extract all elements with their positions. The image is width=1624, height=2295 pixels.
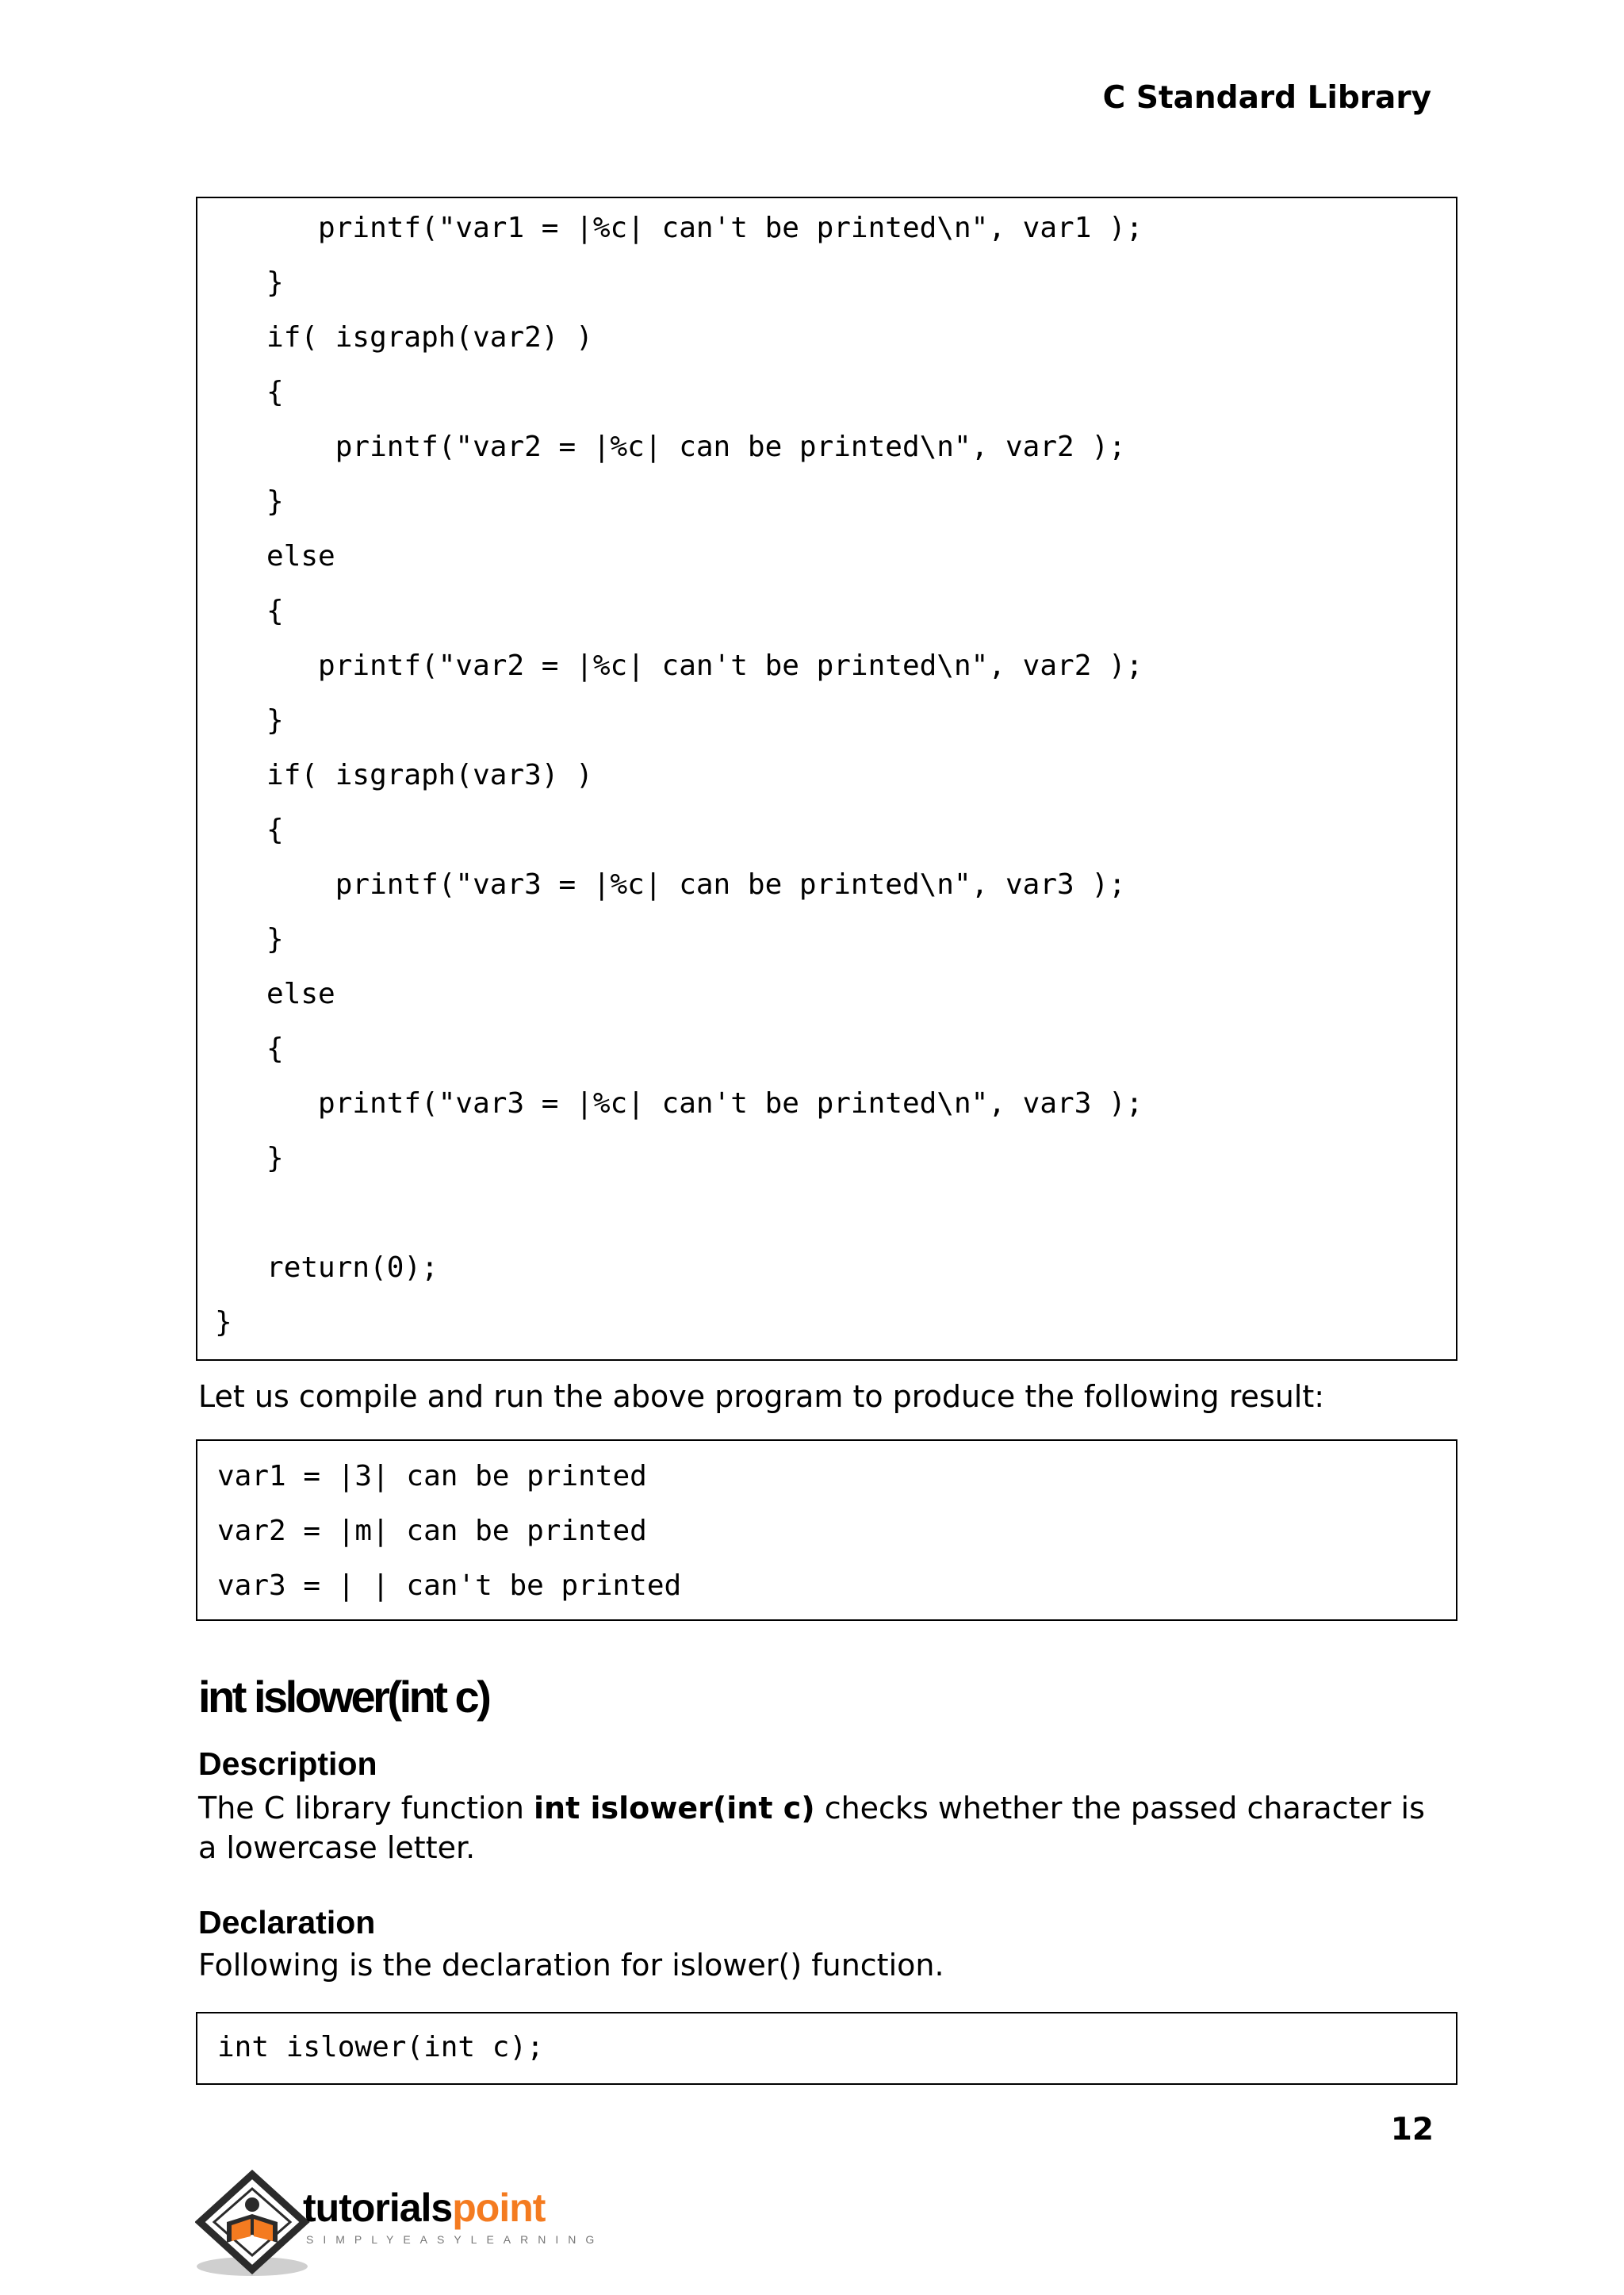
output-line: var2 = |m| can be printed (217, 1515, 647, 1547)
declaration-code-line: int islower(int c); (217, 2031, 544, 2063)
code-line: } (215, 923, 284, 956)
output-line: var1 = |3| can be printed (217, 1460, 647, 1492)
code-block-output (196, 1439, 1457, 1621)
declaration-heading: Declaration (198, 1904, 376, 1941)
code-line: } (215, 704, 284, 737)
code-line: else (215, 978, 335, 1010)
description-function-signature: int islower(int c) (534, 1791, 815, 1826)
section-title: int islower(int c) (198, 1672, 489, 1722)
code-line: printf("var2 = |%c| can't be printed\n", var2 ); (215, 649, 1143, 682)
code-line: } (215, 266, 284, 299)
code-line: printf("var2 = |%c| can be printed\n", var2 ); (215, 431, 1126, 463)
description-paragraph (198, 1788, 1425, 1828)
code-line: { (215, 376, 284, 408)
code-line: printf("var3 = |%c| can be printed\n", var3 ); (215, 868, 1126, 901)
declaration-text: Following is the declaration for islower() function. (198, 1948, 944, 1983)
description-text-start: The C library function (198, 1791, 534, 1826)
code-line: } (215, 1142, 284, 1174)
code-line: if( isgraph(var2) ) (215, 321, 593, 354)
description-paragraph-line2: a lowercase letter. (198, 1830, 476, 1865)
code-line: } (215, 1306, 232, 1339)
logo-word-point: point (452, 2186, 546, 2230)
description-text-end: checks whether the passed character is (814, 1791, 1425, 1826)
logo-word-tutorials: tutorials (303, 2186, 453, 2230)
logo-emblem-icon (195, 2170, 314, 2281)
logo-wordmark (303, 2186, 545, 2230)
code-line: return(0); (215, 1251, 439, 1284)
tutorialspoint-logo (195, 2170, 604, 2281)
code-block-declaration (196, 2012, 1457, 2085)
description-heading: Description (198, 1745, 377, 1782)
code-line: if( isgraph(var3) ) (215, 759, 593, 791)
code-block-program (196, 197, 1457, 1361)
running-header-title: C Standard Library (1102, 80, 1431, 116)
output-line: var3 = | | can't be printed (217, 1569, 682, 1602)
code-line: else (215, 540, 335, 573)
logo-tagline: SIMPLYEASYLEARNING (306, 2233, 604, 2246)
code-line: { (215, 1033, 284, 1065)
page-number: 12 (1390, 2112, 1434, 2147)
code-line: } (215, 485, 284, 518)
result-intro-text: Let us compile and run the above program to produce the following result: (198, 1379, 1325, 1414)
code-line: printf("var1 = |%c| can't be printed\n", var1 ); (215, 212, 1143, 244)
code-line: printf("var3 = |%c| can't be printed\n", var3 ); (215, 1087, 1143, 1120)
code-line: { (215, 814, 284, 846)
code-line: { (215, 595, 284, 627)
